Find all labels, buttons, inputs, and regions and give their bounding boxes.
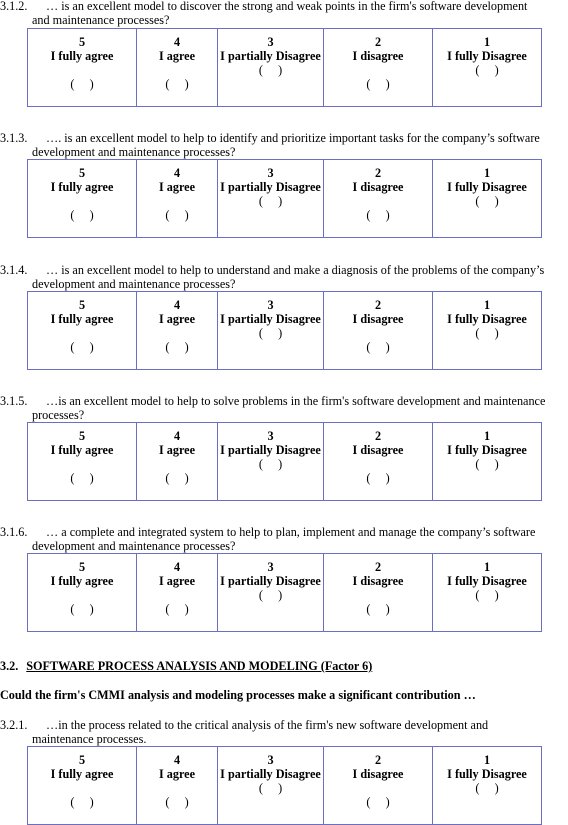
question-text-line2: development and maintenance processes? bbox=[32, 145, 236, 159]
option-3[interactable] bbox=[218, 29, 324, 107]
option-checkbox[interactable]: ( ) bbox=[475, 457, 499, 471]
option-value: 1 bbox=[483, 429, 491, 443]
question-text-line1: … is an excellent model to help to understand and make a diagnosis of the problems of the company’s bbox=[46, 263, 545, 277]
option-4[interactable] bbox=[137, 423, 218, 501]
option-checkbox[interactable]: ( ) bbox=[165, 77, 189, 91]
question-text-line1: …in the process related to the critical analysis of the firm's new software development and bbox=[46, 718, 489, 732]
option-4[interactable] bbox=[137, 292, 218, 370]
option-checkbox[interactable]: ( ) bbox=[165, 340, 189, 354]
option-5[interactable] bbox=[28, 423, 137, 501]
option-2[interactable] bbox=[324, 747, 433, 825]
option-label: I disagree bbox=[352, 49, 404, 63]
option-label: I disagree bbox=[352, 180, 404, 194]
option-3[interactable] bbox=[218, 160, 324, 238]
question-3-1-6 bbox=[0, 525, 568, 553]
question-text-line1: … a complete and integrated system to help to plan, implement and manage the company’s software bbox=[46, 525, 536, 539]
option-checkbox[interactable]: ( ) bbox=[165, 208, 189, 222]
option-value: 4 bbox=[173, 560, 181, 574]
option-checkbox[interactable]: ( ) bbox=[475, 326, 499, 340]
question-number: 3.1.2. bbox=[0, 0, 28, 13]
option-1[interactable] bbox=[433, 292, 542, 370]
option-value: 5 bbox=[78, 35, 86, 49]
option-5[interactable] bbox=[28, 747, 137, 825]
option-value: 4 bbox=[173, 429, 181, 443]
question-text-line1: …is an excellent model to help to solve problems in the firm's software development and maintenance bbox=[46, 394, 546, 408]
option-checkbox[interactable]: ( ) bbox=[366, 77, 390, 91]
option-label: I partially Disagree bbox=[220, 312, 321, 326]
option-value: 2 bbox=[374, 298, 382, 312]
section-question: Could the firm's CMMI analysis and modeling processes make a significant contribution … bbox=[0, 688, 476, 702]
question-3-2-1 bbox=[0, 718, 568, 746]
option-4[interactable] bbox=[137, 29, 218, 107]
option-label: I agree bbox=[159, 574, 195, 588]
option-value: 3 bbox=[267, 298, 274, 312]
option-1[interactable] bbox=[433, 554, 542, 632]
option-checkbox[interactable]: ( ) bbox=[475, 588, 499, 602]
question-3-1-3 bbox=[0, 131, 568, 159]
option-checkbox[interactable]: ( ) bbox=[258, 63, 283, 77]
option-label: I agree bbox=[159, 443, 195, 457]
option-checkbox[interactable]: ( ) bbox=[258, 326, 283, 340]
question-text-line2: development and maintenance processes? bbox=[32, 539, 236, 553]
question-text-line2: development and maintenance processes? bbox=[32, 277, 236, 291]
option-value: 5 bbox=[78, 753, 86, 767]
question-3-1-5 bbox=[0, 394, 568, 422]
option-value: 5 bbox=[78, 166, 86, 180]
section-number: 3.2. bbox=[0, 659, 19, 673]
option-5[interactable] bbox=[28, 160, 137, 238]
option-3[interactable] bbox=[218, 423, 324, 501]
option-checkbox[interactable]: ( ) bbox=[70, 471, 94, 485]
option-value: 1 bbox=[483, 753, 491, 767]
question-3-1-2 bbox=[0, 0, 568, 27]
option-value: 4 bbox=[173, 753, 181, 767]
option-label: I disagree bbox=[352, 443, 404, 457]
option-label: I partially Disagree bbox=[220, 574, 321, 588]
option-3[interactable] bbox=[218, 292, 324, 370]
option-label: I fully Disagree bbox=[447, 443, 527, 457]
option-4[interactable] bbox=[137, 160, 218, 238]
option-label: I fully Disagree bbox=[447, 312, 527, 326]
option-label: I partially Disagree bbox=[220, 767, 321, 781]
option-3[interactable] bbox=[218, 554, 324, 632]
option-label: I agree bbox=[159, 49, 195, 63]
option-5[interactable] bbox=[28, 292, 137, 370]
option-label: I fully Disagree bbox=[447, 49, 527, 63]
option-value: 4 bbox=[173, 166, 181, 180]
option-checkbox[interactable]: ( ) bbox=[366, 340, 390, 354]
option-checkbox[interactable]: ( ) bbox=[165, 795, 189, 809]
question-number: 3.1.3. bbox=[0, 131, 28, 145]
option-checkbox[interactable]: ( ) bbox=[70, 340, 94, 354]
option-checkbox[interactable]: ( ) bbox=[366, 602, 390, 616]
option-value: 3 bbox=[267, 166, 274, 180]
option-5[interactable] bbox=[28, 554, 137, 632]
option-label: I disagree bbox=[352, 312, 404, 326]
rating-scale-3-1-6 bbox=[27, 553, 542, 632]
option-1[interactable] bbox=[433, 29, 542, 107]
option-label: I agree bbox=[159, 180, 195, 194]
option-value: 3 bbox=[267, 429, 274, 443]
option-checkbox[interactable]: ( ) bbox=[165, 471, 189, 485]
option-value: 5 bbox=[78, 429, 86, 443]
option-checkbox[interactable]: ( ) bbox=[366, 471, 390, 485]
option-1[interactable] bbox=[433, 423, 542, 501]
option-value: 1 bbox=[483, 166, 491, 180]
option-value: 1 bbox=[483, 560, 491, 574]
option-2[interactable] bbox=[324, 292, 433, 370]
option-1[interactable] bbox=[433, 160, 542, 238]
option-value: 3 bbox=[267, 560, 274, 574]
rating-scale-3-1-4 bbox=[27, 291, 542, 370]
option-4[interactable] bbox=[137, 554, 218, 632]
section-heading bbox=[0, 659, 372, 674]
rating-scale-3-2-1 bbox=[27, 746, 542, 825]
option-label: I fully agree bbox=[50, 767, 114, 781]
question-number: 3.2.1. bbox=[0, 718, 28, 732]
option-label: I agree bbox=[159, 312, 195, 326]
option-value: 2 bbox=[374, 35, 382, 49]
option-label: I disagree bbox=[352, 574, 404, 588]
option-label: I partially Disagree bbox=[220, 443, 321, 457]
question-text-line2: maintenance processes. bbox=[32, 732, 147, 746]
question-3-1-4 bbox=[0, 263, 568, 291]
option-label: I fully agree bbox=[50, 180, 114, 194]
option-label: I fully agree bbox=[50, 443, 114, 457]
question-text-line2: processes? bbox=[32, 408, 85, 422]
question-number: 3.1.5. bbox=[0, 394, 28, 408]
option-checkbox[interactable]: ( ) bbox=[475, 63, 499, 77]
option-value: 2 bbox=[374, 753, 382, 767]
question-number: 3.1.4. bbox=[0, 263, 28, 277]
option-1[interactable] bbox=[433, 747, 542, 825]
option-value: 3 bbox=[267, 35, 274, 49]
option-checkbox[interactable]: ( ) bbox=[70, 795, 94, 809]
option-label: I partially Disagree bbox=[220, 49, 321, 63]
option-value: 1 bbox=[483, 35, 491, 49]
option-label: I fully Disagree bbox=[447, 180, 527, 194]
option-label: I disagree bbox=[352, 767, 404, 781]
option-label: I partially Disagree bbox=[220, 180, 321, 194]
option-checkbox[interactable]: ( ) bbox=[258, 781, 283, 795]
option-value: 4 bbox=[173, 35, 181, 49]
option-checkbox[interactable]: ( ) bbox=[258, 457, 283, 471]
option-label: I agree bbox=[159, 767, 195, 781]
option-2[interactable] bbox=[324, 554, 433, 632]
rating-scale-3-1-3 bbox=[27, 159, 542, 238]
option-checkbox[interactable]: ( ) bbox=[366, 208, 390, 222]
option-checkbox[interactable]: ( ) bbox=[475, 781, 499, 795]
option-label: I fully Disagree bbox=[447, 574, 527, 588]
option-label: I fully agree bbox=[50, 312, 114, 326]
question-text-line2: and maintenance processes? bbox=[32, 13, 170, 27]
option-checkbox[interactable]: ( ) bbox=[258, 194, 283, 208]
option-3[interactable] bbox=[218, 747, 324, 825]
section-title: SOFTWARE PROCESS ANALYSIS AND MODELING (Factor 6) bbox=[26, 659, 373, 673]
option-4[interactable] bbox=[137, 747, 218, 825]
option-value: 2 bbox=[374, 429, 382, 443]
option-value: 5 bbox=[78, 560, 86, 574]
option-value: 5 bbox=[78, 298, 86, 312]
question-text-line1: … is an excellent model to discover the strong and weak points in the firm's software development bbox=[46, 0, 528, 13]
option-checkbox[interactable]: ( ) bbox=[165, 602, 189, 616]
rating-scale-3-1-5 bbox=[27, 422, 542, 501]
option-value: 4 bbox=[173, 298, 181, 312]
option-label: I fully agree bbox=[50, 574, 114, 588]
option-value: 2 bbox=[374, 560, 382, 574]
option-checkbox[interactable]: ( ) bbox=[366, 795, 390, 809]
question-number: 3.1.6. bbox=[0, 525, 28, 539]
option-checkbox[interactable]: ( ) bbox=[70, 208, 94, 222]
option-label: I fully agree bbox=[50, 49, 114, 63]
option-2[interactable] bbox=[324, 423, 433, 501]
option-checkbox[interactable]: ( ) bbox=[258, 588, 283, 602]
option-checkbox[interactable]: ( ) bbox=[475, 194, 499, 208]
question-text-line1: …. is an excellent model to help to identify and prioritize important tasks for the company’s software bbox=[46, 131, 540, 145]
option-checkbox[interactable]: ( ) bbox=[70, 602, 94, 616]
option-value: 1 bbox=[483, 298, 491, 312]
option-5[interactable] bbox=[28, 29, 137, 107]
option-checkbox[interactable]: ( ) bbox=[70, 77, 94, 91]
option-value: 3 bbox=[267, 753, 274, 767]
rating-scale-3-1-2 bbox=[27, 28, 542, 107]
option-value: 2 bbox=[374, 166, 382, 180]
option-2[interactable] bbox=[324, 160, 433, 238]
option-2[interactable] bbox=[324, 29, 433, 107]
option-label: I fully Disagree bbox=[447, 767, 527, 781]
